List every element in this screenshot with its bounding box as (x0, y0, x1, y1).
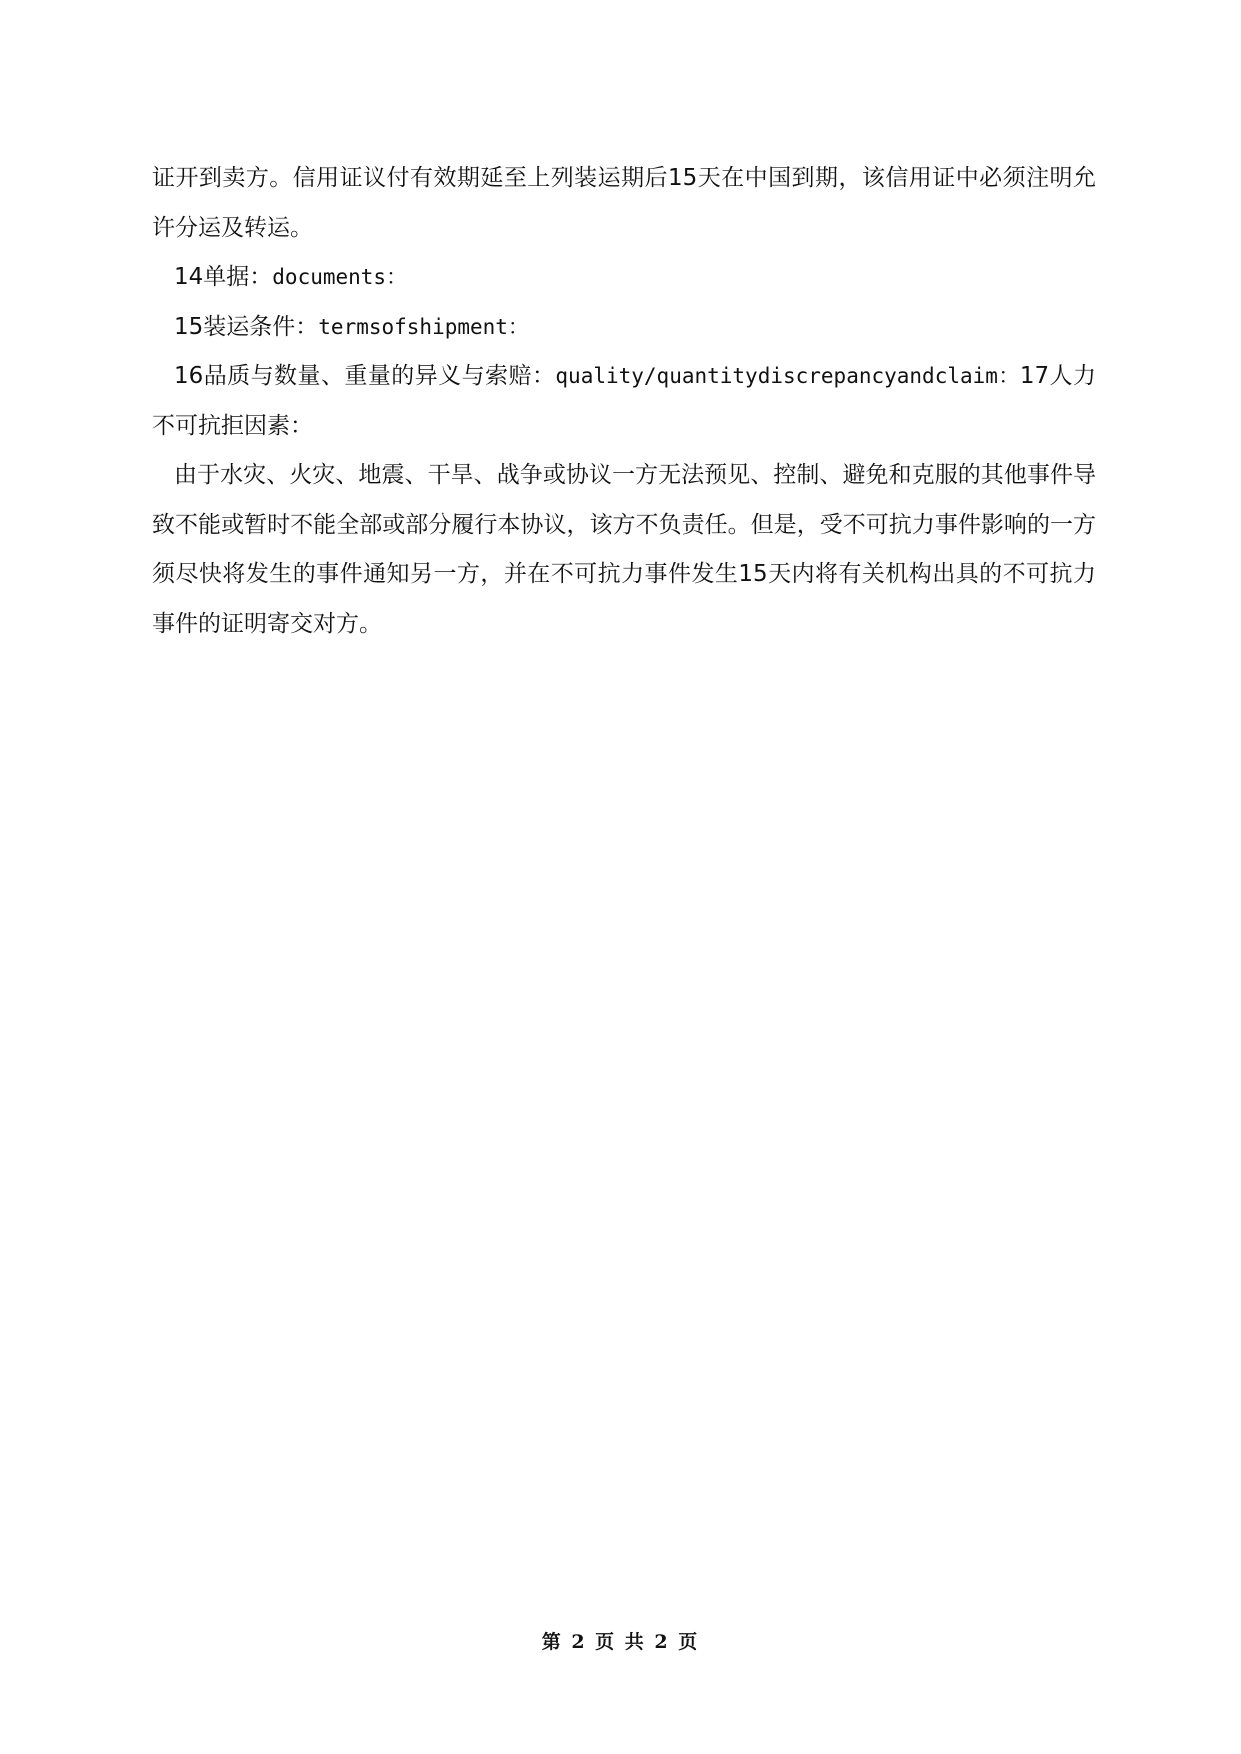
clause-label: 14单据： (174, 264, 273, 290)
document-body (152, 154, 1096, 649)
paragraph-text: 由于水灾、火灾、地震、干旱、战争或协议一方无法预见、控制、避免和克服的其他事件导致不能或暂时不能全部或部分履行本协议，该方不负责任。但是，受不可抗力事件影响的一方须尽快将发生的事件通知另一方，并在不可抗力事件发生15天内将有关机构出具的不可抗力事件的证明寄交对方。 (152, 462, 1096, 637)
paragraph-force-majeure (152, 451, 1096, 649)
paragraph-documents (152, 253, 1096, 303)
clause-force-majeure-label: 17人力不可抗拒因素： (152, 363, 1096, 439)
clause-label: 15装运条件： (174, 313, 319, 340)
paragraph-letter-of-credit (152, 154, 1096, 253)
clause-english-term: documents： (272, 265, 408, 289)
page-number-footer: 第 2 页 共 2 页 (541, 1631, 700, 1653)
paragraph-quality-claim (152, 352, 1096, 451)
clause-label: 16品质与数量、重量的异义与索赔： (174, 363, 556, 389)
paragraph-terms-of-shipment (152, 303, 1096, 353)
clause-english-term: termsofshipment： (318, 314, 529, 339)
clause-english-term: quality/quantitydiscrepancyandclaim： (555, 364, 1020, 388)
paragraph-text: 证开到卖方。信用证议付有效期延至上列装运期后15天在中国到期，该信用证中必须注明允许分运及转运。 (152, 165, 1096, 241)
